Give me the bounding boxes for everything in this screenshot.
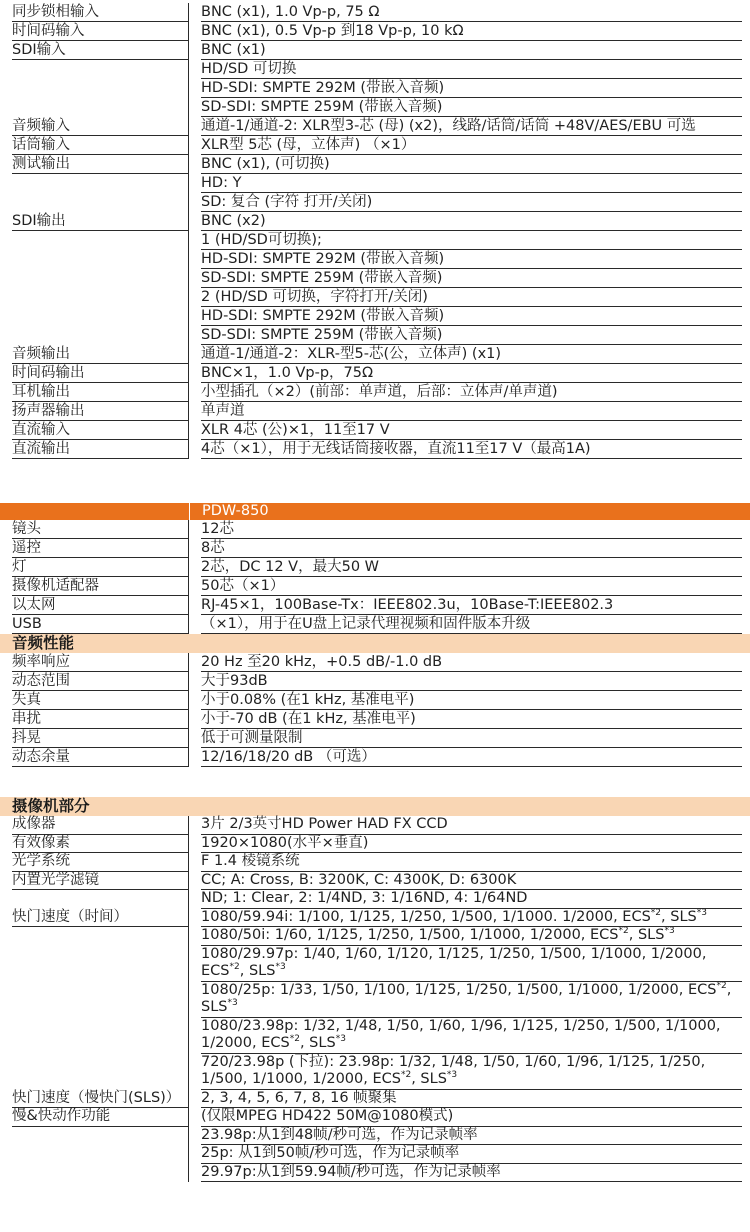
audio-row	[0, 748, 750, 767]
connector-spec-section	[0, 503, 750, 767]
interface-row	[0, 402, 750, 421]
spec-values	[189, 364, 750, 383]
connector-row	[0, 615, 750, 634]
interface-spec-table	[0, 3, 750, 459]
spec-value: 小于0.08% (在1 kHz, 基准电平)	[201, 691, 742, 710]
spec-value: 小型插孔（×2）(前部：单声道，后部：立体声/单声道)	[201, 383, 742, 402]
spec-values	[189, 117, 750, 136]
spec-value: 25p: 从1到50帧/秒可选，作为记录帧率	[201, 1145, 742, 1164]
spec-value: BNC (x2)	[201, 212, 742, 231]
audio-row	[0, 691, 750, 710]
spec-values	[189, 22, 750, 41]
audio-row	[0, 672, 750, 691]
spec-values	[189, 653, 750, 672]
camera-row	[0, 816, 750, 835]
spec-label-text: 摄像机适配器	[12, 577, 188, 596]
spec-label-text: 同步锁相输入	[12, 3, 188, 22]
connector-spec-table	[0, 520, 750, 634]
spec-values	[189, 402, 750, 421]
spec-label	[0, 520, 189, 539]
spec-value: 4芯（×1），用于无线话筒接收器，直流11至17 V（最高1A)	[201, 440, 742, 459]
spec-label-text: 频率响应	[12, 653, 188, 672]
spec-value: 12芯	[201, 520, 742, 539]
spec-value: 1080/23.98p: 1/32, 1/48, 1/50, 1/60, 1/96, 1/125, 1/250, 1/500, 1/1000, 1/2000, ECS$^{*2}$, SLS$^{*3}$	[201, 1018, 742, 1054]
spec-label-text: 灯	[12, 558, 188, 577]
spec-value: SD-SDI: SMPTE 259M (带嵌入音频)	[201, 269, 742, 288]
spec-label	[0, 383, 189, 402]
spec-value: 2芯，DC 12 V，最大50 W	[201, 558, 742, 577]
spec-label-text: 串扰	[12, 710, 188, 729]
spec-values	[189, 1090, 750, 1109]
spec-value: 50芯（×1）	[201, 577, 742, 596]
spec-value: XLR 4芯 (公)×1，11至17 V	[201, 421, 742, 440]
spec-values	[189, 558, 750, 577]
audio-row	[0, 729, 750, 748]
spec-values	[189, 853, 750, 872]
spec-value: HD-SDI: SMPTE 292M (带嵌入音频)	[201, 79, 742, 98]
spec-label	[0, 615, 189, 634]
spec-value: SD: 复合 (字符 打开/关闭)	[201, 193, 742, 212]
spec-label-text: 扬声器输出	[12, 402, 188, 421]
spec-value: BNC (x1)	[201, 41, 742, 60]
spec-values	[189, 440, 750, 459]
spec-value: (仅限MPEG HD422 50M@1080模式)	[201, 1108, 742, 1127]
spec-values	[189, 691, 750, 710]
spec-values	[189, 748, 750, 767]
spec-label-text: 以太网	[12, 596, 188, 615]
spec-value: 大于93dB	[201, 672, 742, 691]
spec-label-text: 镜头	[12, 520, 188, 539]
spec-values	[189, 672, 750, 691]
spec-values	[189, 383, 750, 402]
spec-label	[0, 22, 189, 41]
spec-value: 1080/59.94i: 1/100, 1/125, 1/250, 1/500, 1/1000. 1/2000, ECS$^{*2}$, SLS$^{*3}$	[201, 909, 742, 928]
spec-values	[189, 3, 750, 22]
spec-label-text: 抖晃	[12, 729, 188, 748]
spec-label	[0, 729, 189, 748]
interface-row	[0, 3, 750, 22]
spec-value: BNC (x1), (可切换)	[201, 155, 742, 174]
connector-row	[0, 596, 750, 615]
spec-value: 8芯	[201, 539, 742, 558]
spec-value: 小于-70 dB (在1 kHz, 基准电平)	[201, 710, 742, 729]
spec-label	[0, 558, 189, 577]
spec-values	[189, 816, 750, 835]
spec-values	[189, 155, 750, 212]
spec-label	[0, 212, 189, 345]
spec-label-text: 音频输入	[12, 117, 188, 136]
interface-row	[0, 212, 750, 345]
spec-label	[0, 909, 189, 1090]
spec-values	[189, 577, 750, 596]
connector-row	[0, 539, 750, 558]
spec-value: HD-SDI: SMPTE 292M (带嵌入音频)	[201, 250, 742, 269]
spec-values	[189, 41, 750, 117]
spec-label-text: USB	[12, 615, 188, 634]
spec-value: HD: Y	[201, 174, 742, 193]
spec-label	[0, 577, 189, 596]
spec-label	[0, 853, 189, 872]
spec-label-text: 时间码输入	[12, 22, 188, 41]
camera-row	[0, 1090, 750, 1109]
spec-label-text: 话筒输入	[12, 136, 188, 155]
spec-label-text: 直流输出	[12, 440, 188, 459]
spec-value: 3片 2/3英寸HD Power HAD FX CCD	[201, 816, 742, 835]
spec-value: 1 (HD/SD可切换);	[201, 231, 742, 250]
spec-label-text: 成像器	[12, 816, 188, 835]
spec-label	[0, 3, 189, 22]
interface-row	[0, 440, 750, 459]
spec-label-text: 失真	[12, 691, 188, 710]
camera-spec-section	[0, 797, 750, 1182]
spec-value: SD-SDI: SMPTE 259M (带嵌入音频)	[201, 326, 742, 345]
spec-value: 20 Hz 至20 kHz，+0.5 dB/-1.0 dB	[201, 653, 742, 672]
spec-label	[0, 1090, 189, 1109]
spec-values	[189, 539, 750, 558]
spec-label	[0, 653, 189, 672]
spec-values	[189, 596, 750, 615]
spec-label	[0, 440, 189, 459]
interface-row	[0, 136, 750, 155]
spec-label-text: 快门速度（慢快门(SLS)）	[12, 1090, 188, 1109]
connector-row	[0, 558, 750, 577]
spec-values	[189, 136, 750, 155]
spec-value: 12/16/18/20 dB （可选）	[201, 748, 742, 767]
audio-section-title: 音频性能	[12, 634, 75, 652]
spec-values	[189, 520, 750, 539]
audio-row	[0, 653, 750, 672]
audio-spec-table	[0, 653, 750, 767]
interface-row	[0, 364, 750, 383]
spec-label	[0, 672, 189, 691]
spec-value: 2, 3, 4, 5, 6, 7, 8, 16 帧聚集	[201, 1090, 742, 1109]
camera-row	[0, 1108, 750, 1182]
spec-label-text: 动态余量	[12, 748, 188, 767]
spec-label-text: 测试输出	[12, 155, 188, 174]
spec-value: （×1），用于在U盘上记录代理视频和固件版本升级	[201, 615, 742, 634]
spec-label	[0, 402, 189, 421]
connector-row	[0, 577, 750, 596]
interface-row	[0, 22, 750, 41]
spec-values	[189, 872, 750, 909]
spec-value: ND; 1: Clear, 2: 1/4ND, 3: 1/16ND, 4: 1/64ND	[201, 890, 742, 909]
interface-row	[0, 421, 750, 440]
spec-label-text: SDI输出	[12, 212, 188, 231]
spec-value: 1080/25p: 1/33, 1/50, 1/100, 1/125, 1/250, 1/500, 1/1000, 1/2000, ECS$^{*2}$, SLS$^{*3}$	[201, 982, 742, 1018]
interface-row	[0, 155, 750, 212]
spec-values	[189, 710, 750, 729]
spec-values	[189, 212, 750, 345]
spec-values	[189, 909, 750, 1090]
spec-values	[189, 729, 750, 748]
spec-label-text: 音频输出	[12, 345, 188, 364]
spec-label	[0, 117, 189, 136]
spec-value: BNC×1，1.0 Vp-p，75Ω	[201, 364, 742, 383]
spec-value: HD/SD 可切换	[201, 60, 742, 79]
spec-label-text: 有效像素	[12, 835, 188, 854]
interface-row	[0, 345, 750, 364]
spec-values	[189, 615, 750, 634]
camera-row	[0, 853, 750, 872]
spec-label	[0, 1108, 189, 1182]
interface-row	[0, 383, 750, 402]
spec-value: 通道-1/通道-2：XLR-型5-芯(公，立体声) (x1)	[201, 345, 742, 364]
spec-values	[189, 421, 750, 440]
camera-row	[0, 872, 750, 909]
camera-row	[0, 835, 750, 854]
audio-header-row	[0, 634, 750, 653]
spec-label-text: 慢&快动作功能	[12, 1108, 188, 1127]
spec-label	[0, 364, 189, 383]
spec-value: CC; A: Cross, B: 3200K, C: 4300K, D: 6300K	[201, 872, 742, 891]
spec-label	[0, 155, 189, 212]
spec-label	[0, 691, 189, 710]
spec-value: 2 (HD/SD 可切换，字符打开/关闭)	[201, 288, 742, 307]
spec-value: 单声道	[201, 402, 742, 421]
pdw850-header-row	[0, 503, 750, 520]
spec-label	[0, 345, 189, 364]
spec-label	[0, 835, 189, 854]
spec-label-text: 动态范围	[12, 672, 188, 691]
spec-label-text: 耳机输出	[12, 383, 188, 402]
connector-row	[0, 520, 750, 539]
spec-value: 720/23.98p (下拉): 23.98p: 1/32, 1/48, 1/50, 1/60, 1/96, 1/125, 1/250, 1/500, 1/1000, 1/2000, ECS$^{*2}$, SLS$^{*3}$	[201, 1054, 742, 1090]
spec-label	[0, 539, 189, 558]
spec-label-text: 直流输入	[12, 421, 188, 440]
spec-label-text: 光学系统	[12, 853, 188, 872]
spec-values	[189, 835, 750, 854]
model-header: PDW-850	[189, 503, 750, 520]
spec-label-text: 快门速度（时间）	[12, 909, 188, 928]
spec-value: 低于可测量限制	[201, 729, 742, 748]
spec-label-text: 遥控	[12, 539, 188, 558]
spec-label	[0, 596, 189, 615]
interface-row	[0, 41, 750, 117]
spec-values	[189, 1108, 750, 1182]
spec-value: 1920×1080(水平×垂直)	[201, 835, 742, 854]
spec-value: SD-SDI: SMPTE 259M (带嵌入音频)	[201, 98, 742, 117]
camera-section-title: 摄像机部分	[12, 797, 90, 815]
spec-label	[0, 421, 189, 440]
interface-row	[0, 117, 750, 136]
spec-label	[0, 816, 189, 835]
spec-label	[0, 748, 189, 767]
spec-value: 29.97p:从1到59.94帧/秒可选，作为记录帧率	[201, 1164, 742, 1183]
spec-value: RJ-45×1，100Base-Tx：IEEE802.3u，10Base-T:IEEE802.3	[201, 596, 742, 615]
spec-label	[0, 41, 189, 117]
spec-value: F 1.4 棱镜系统	[201, 853, 742, 872]
spec-value: XLR型 5芯 (母，立体声) （×1）	[201, 136, 742, 155]
spec-label	[0, 872, 189, 909]
spec-value: 23.98p:从1到48帧/秒可选，作为记录帧率	[201, 1127, 742, 1146]
camera-header-row	[0, 797, 750, 816]
spec-label-text: 时间码输出	[12, 364, 188, 383]
spec-value: BNC (x1), 1.0 Vp-p, 75 Ω	[201, 3, 742, 22]
spec-label	[0, 710, 189, 729]
header-blank	[0, 503, 189, 520]
spec-value: 1080/29.97p: 1/40, 1/60, 1/120, 1/125, 1/250, 1/500, 1/1000, 1/2000, ECS$^{*2}$, SLS$^{*3}$	[201, 946, 742, 982]
spec-values	[189, 345, 750, 364]
spec-value: HD-SDI: SMPTE 292M (带嵌入音频)	[201, 307, 742, 326]
camera-spec-table	[0, 816, 750, 1182]
camera-row	[0, 909, 750, 1090]
spec-value: 1080/50i: 1/60, 1/125, 1/250, 1/500, 1/1000, 1/2000, ECS$^{*2}$, SLS$^{*3}$	[201, 927, 742, 946]
spec-label-text: 内置光学滤镜	[12, 872, 188, 891]
spec-value: BNC (x1), 0.5 Vp-p 到18 Vp-p, 10 kΩ	[201, 22, 742, 41]
spec-label-text: SDI输入	[12, 41, 188, 60]
audio-row	[0, 710, 750, 729]
spec-value: 通道-1/通道-2: XLR型3-芯 (母) (x2)，线路/话筒/话筒 +48V/AES/EBU 可选	[201, 117, 742, 136]
spec-label	[0, 136, 189, 155]
